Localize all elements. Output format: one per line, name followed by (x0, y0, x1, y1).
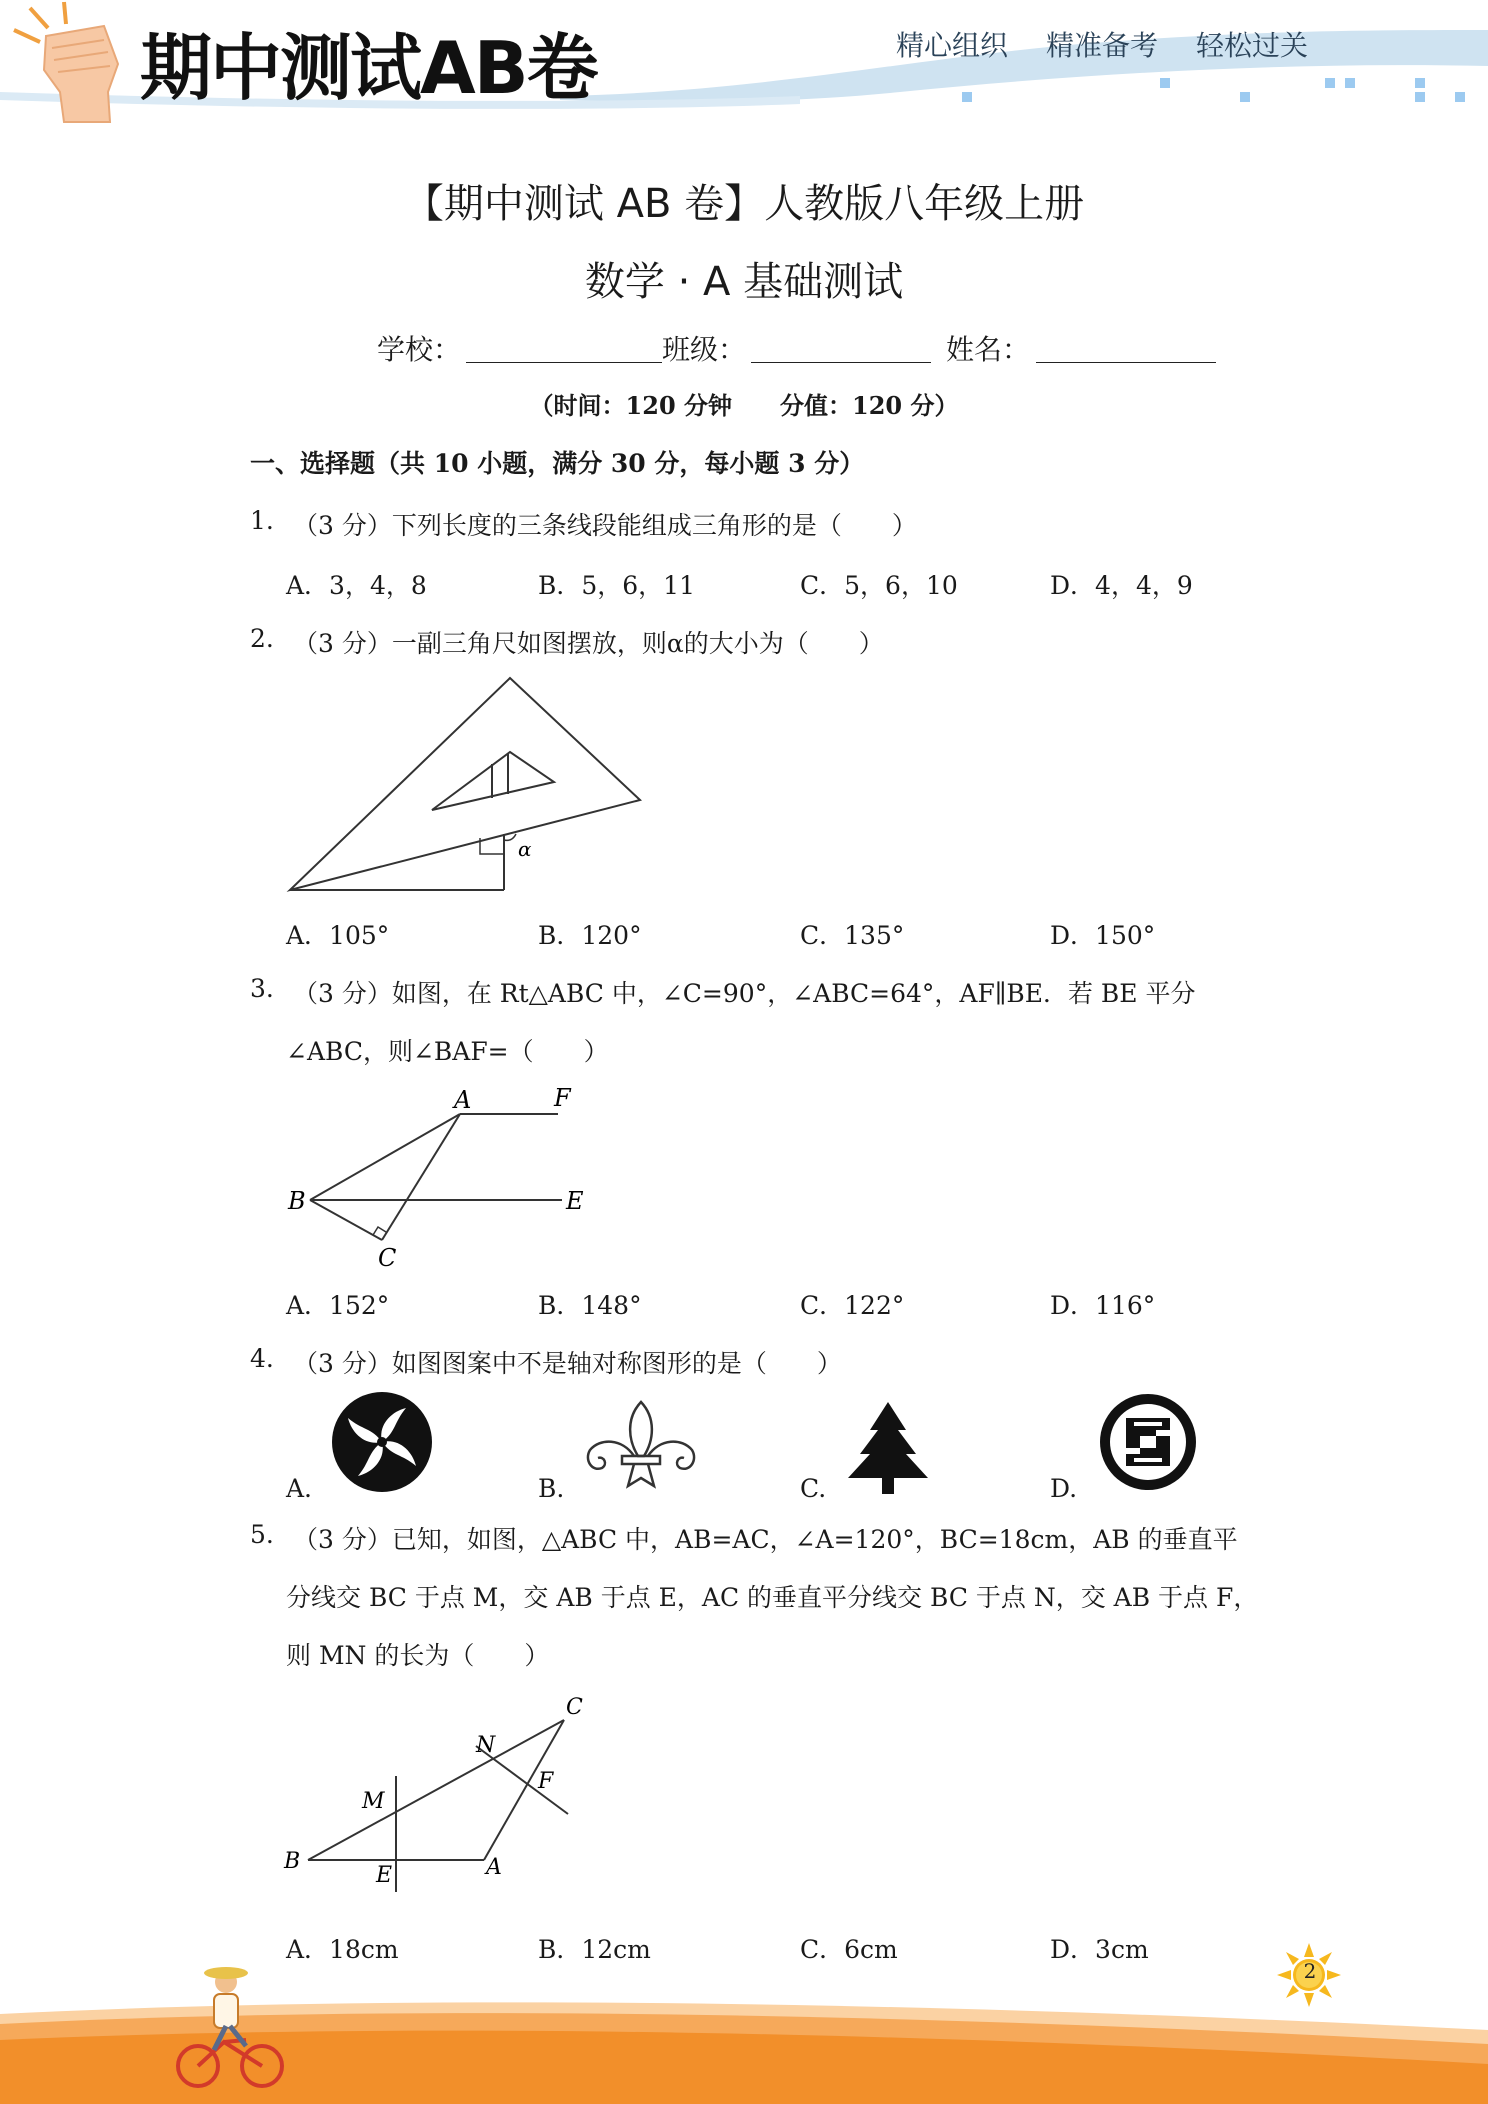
question-4-option-d: D. (1050, 1474, 1078, 1503)
school-blank (466, 362, 662, 363)
question-2-figure (280, 670, 660, 900)
question-5-option-a: A．18cm (286, 1935, 399, 1964)
question-3-figure (280, 1076, 600, 1276)
pine-tree-icon (844, 1400, 932, 1496)
question-5-option-d: D．3cm (1050, 1935, 1149, 1964)
question-5-option-c: C．6cm (800, 1935, 898, 1964)
question-2-option-c: C．135° (800, 921, 905, 950)
document-subtitle: 数学 · A 基础测试 (584, 259, 904, 305)
question-3-number: 3. (250, 974, 274, 1003)
pinwheel-icon (330, 1390, 434, 1494)
label-c: C (378, 1244, 397, 1272)
question-1-option-a: A．3，4，8 (286, 571, 427, 600)
question-2-number: 2. (250, 624, 274, 653)
time-score: （时间：120 分钟 分值：120 分） (529, 391, 959, 420)
question-2-option-d: D．150° (1050, 921, 1156, 950)
label-f: F (554, 1084, 571, 1112)
document-title: 【期中测试 AB 卷】人教版八年级上册 (403, 181, 1085, 227)
label-a: A (486, 1855, 502, 1880)
slogan-2: 精准备考 (1046, 29, 1159, 62)
question-5-text-line-3: 则 MN 的长为（ ） (286, 1641, 550, 1670)
question-4-number: 4. (250, 1344, 274, 1373)
page-number: 2 (1303, 1959, 1317, 1983)
class-blank (751, 362, 931, 363)
school-label: 学校： (377, 333, 462, 366)
question-3-text-line-1: （3 分）如图，在 Rt△ABC 中，∠C=90°，∠ABC=64°，AF∥BE．若 BE 平分 (293, 979, 1196, 1008)
question-5-option-b: B．12cm (538, 1935, 651, 1964)
question-2-option-a: A．105° (286, 921, 390, 950)
question-5-figure (280, 1688, 610, 1898)
question-4-text: （3 分）如图图案中不是轴对称图形的是（ ） (293, 1349, 842, 1378)
label-m: M (362, 1789, 385, 1814)
banner-title: 期中测试AB卷 (140, 26, 597, 110)
question-3-option-a: A．152° (286, 1291, 390, 1320)
fleur-de-lis-icon (582, 1398, 700, 1494)
section-heading: 一、选择题（共 10 小题，满分 30 分，每小题 3 分） (250, 449, 865, 478)
label-e: E (566, 1187, 584, 1215)
alpha-label: α (518, 837, 532, 861)
label-n: N (476, 1733, 496, 1758)
label-b: B (284, 1849, 301, 1874)
slogan-1: 精心组织 (896, 29, 1009, 62)
question-1-option-d: D．4，4，9 (1050, 571, 1193, 600)
question-5-text-line-2: 分线交 BC 于点 M，交 AB 于点 E，AC 的垂直平分线交 BC 于点 N，交 AB 于点 F， (286, 1583, 1259, 1612)
question-1-option-c: C．5，6，10 (800, 571, 958, 600)
label-b: B (288, 1187, 306, 1215)
question-1-option-b: B．5，6，11 (538, 571, 695, 600)
question-1-number: 1. (250, 506, 274, 535)
question-3-text-line-2: ∠ABC，则∠BAF=（ ） (286, 1037, 609, 1066)
question-3-option-c: C．122° (800, 1291, 905, 1320)
question-5-text-line-1: （3 分）已知，如图，△ABC 中，AB=AC，∠A=120°，BC=18cm，AB 的垂直平 (293, 1525, 1238, 1554)
label-c: C (566, 1695, 583, 1720)
footer-banner (0, 1960, 1488, 2104)
question-4-option-c: C. (800, 1474, 827, 1503)
question-1-text: （3 分）下列长度的三条线段能组成三角形的是（ ） (293, 511, 917, 540)
coin-logo-icon (1096, 1390, 1200, 1494)
label-a: A (454, 1086, 472, 1114)
question-5-number: 5. (250, 1520, 274, 1549)
name-label: 姓名： (946, 333, 1031, 366)
name-blank (1036, 362, 1216, 363)
question-3-option-d: D．116° (1050, 1291, 1156, 1320)
question-3-option-b: B．148° (538, 1291, 642, 1320)
question-2-text: （3 分）一副三角尺如图摆放，则α的大小为（ ） (293, 629, 884, 658)
question-4-option-a: A. (286, 1474, 313, 1503)
class-label: 班级： (662, 333, 747, 366)
label-f: F (538, 1769, 554, 1794)
label-e: E (376, 1863, 393, 1888)
question-2-option-b: B．120° (538, 921, 642, 950)
question-4-option-b: B. (538, 1474, 565, 1503)
slogan-3: 轻松过关 (1196, 29, 1309, 62)
